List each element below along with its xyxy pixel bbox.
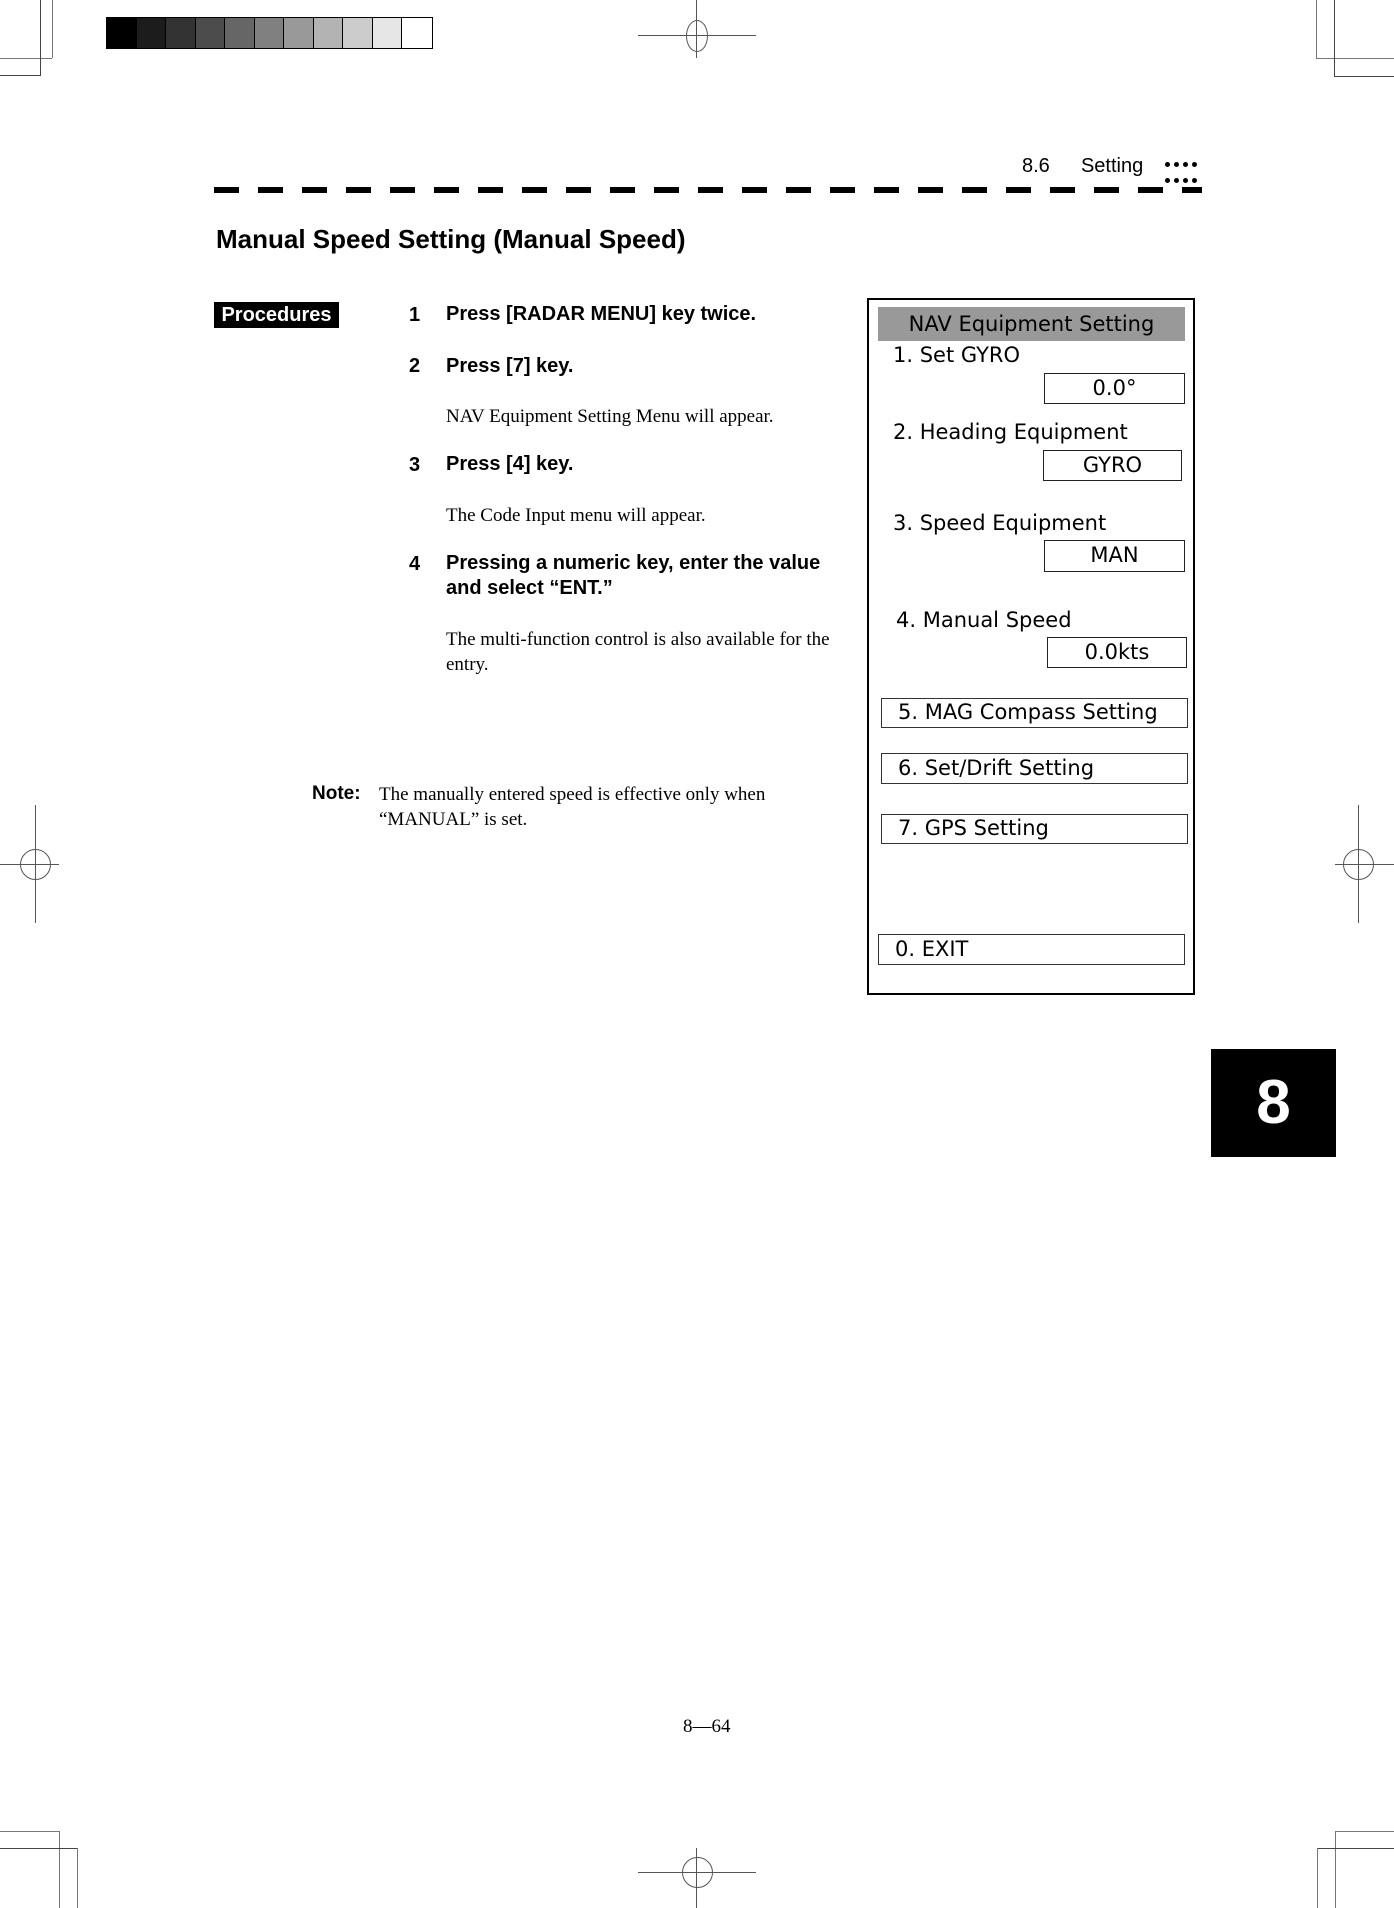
step-description: NAV Equipment Setting Menu will appear. [446, 406, 774, 427]
crop-mark [1335, 1831, 1336, 1908]
note-text: The manually entered speed is effective only when “MANUAL” is set. [379, 784, 766, 830]
mag-compass-setting-button[interactable]: 5. MAG Compass Setting [881, 698, 1188, 728]
menu-item-heading-equipment-label: 2. Heading Equipment [893, 420, 1128, 444]
gray-swatch [225, 18, 255, 48]
step-text: Press [4] key. [446, 453, 574, 475]
exit-button[interactable]: 0. EXIT [878, 934, 1185, 965]
crop-mark [1316, 58, 1394, 59]
gray-swatch [107, 18, 137, 48]
crop-mark [0, 1831, 59, 1832]
gray-swatch [284, 18, 314, 48]
gray-swatch [373, 18, 403, 48]
gray-swatch [402, 18, 432, 48]
crop-mark [1334, 76, 1394, 77]
step-text: Press [7] key. [446, 355, 574, 377]
step-number: 1 [409, 304, 421, 326]
menu-item-speed-equipment-label: 3. Speed Equipment [893, 511, 1107, 535]
set-gyro-value-field[interactable]: 0.0° [1044, 373, 1185, 404]
chapter-tab: 8 [1211, 1049, 1336, 1157]
heading-equipment-value-field[interactable]: GYRO [1043, 450, 1182, 481]
note-label: Note: [312, 783, 361, 804]
step-text: Press [RADAR MENU] key twice. [446, 303, 757, 325]
step-description: The Code Input menu will appear. [446, 505, 706, 526]
crop-mark [77, 1848, 78, 1908]
dots-ornament-icon [1165, 154, 1202, 179]
section-number: 8.6 [1022, 155, 1050, 177]
crop-mark [1335, 1831, 1394, 1832]
manual-speed-value-field[interactable]: 0.0kts [1047, 637, 1187, 668]
step-number: 4 [409, 553, 421, 575]
page-title: Manual Speed Setting (Manual Speed) [216, 224, 686, 254]
gray-swatch [314, 18, 344, 48]
crop-mark [1317, 1848, 1394, 1849]
step-number: 3 [409, 454, 421, 476]
crop-mark [59, 1831, 60, 1908]
section-title: Setting [1080, 155, 1144, 177]
section-reference [1022, 155, 1143, 178]
set-drift-setting-button[interactable]: 6. Set/Drift Setting [881, 753, 1188, 784]
menu-item-set-gyro-label: 1. Set GYRO [893, 343, 1021, 367]
procedures-label: Procedures [214, 302, 339, 328]
crop-mark [0, 1848, 77, 1849]
crop-mark [0, 58, 52, 59]
menu-item-manual-speed-label: 4. Manual Speed [896, 608, 1072, 632]
page-number: 8—64 [683, 1716, 731, 1737]
grayscale-calibration-bar [106, 17, 433, 49]
gray-swatch [255, 18, 285, 48]
crop-mark [1316, 0, 1317, 58]
gray-swatch [137, 18, 167, 48]
gray-swatch [166, 18, 196, 48]
crop-mark [40, 0, 41, 76]
menu-title: NAV Equipment Setting [878, 307, 1185, 341]
crop-mark [1334, 0, 1335, 76]
gray-swatch [343, 18, 373, 48]
step-number: 2 [409, 355, 421, 377]
header-dashed-rule [214, 187, 1202, 193]
step-description: The multi-function control is also available for the entry. [446, 629, 830, 675]
crop-mark [52, 0, 53, 58]
crop-mark [1317, 1848, 1318, 1908]
gray-swatch [196, 18, 226, 48]
speed-equipment-value-field[interactable]: MAN [1044, 540, 1185, 572]
step-text: Pressing a numeric key, enter the value and select “ENT.” [446, 552, 821, 599]
crop-mark [0, 75, 40, 76]
gps-setting-button[interactable]: 7. GPS Setting [881, 814, 1188, 844]
